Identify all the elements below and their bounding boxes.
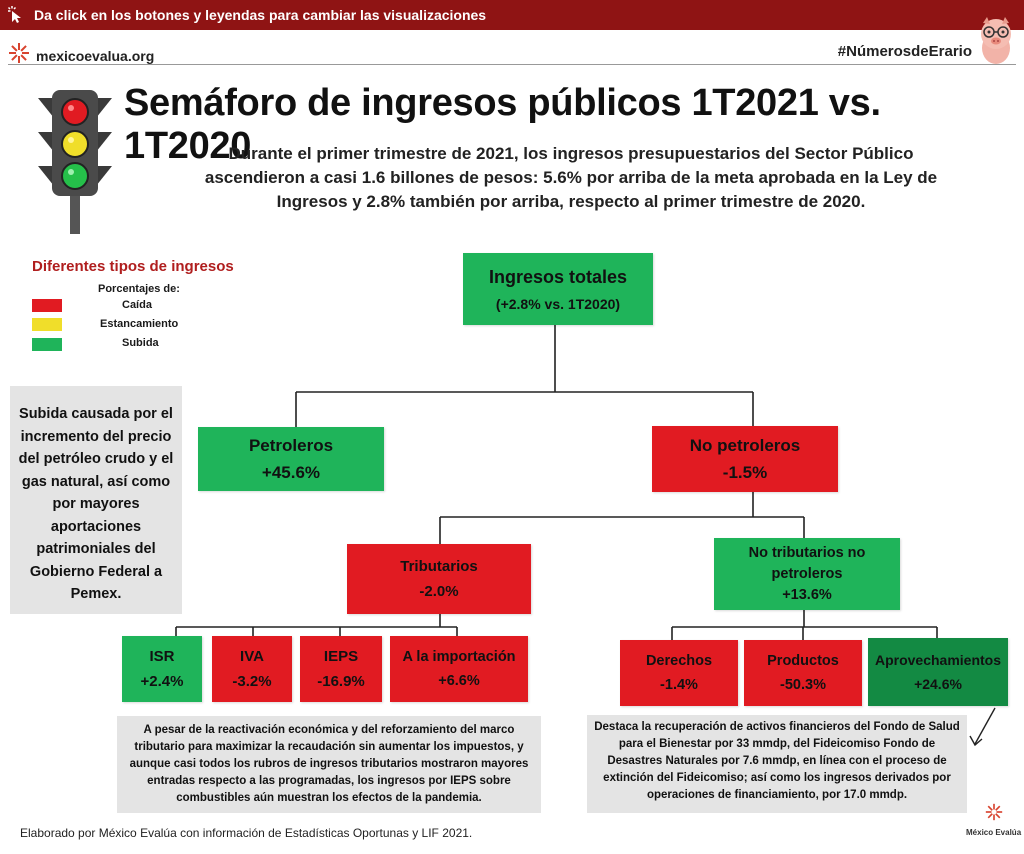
node-isr[interactable] (122, 636, 202, 702)
node-value: +6.6% (438, 673, 480, 689)
note-petroleros: Subida causada por el incremento del precio del petróleo crudo y el gas natural, así como por mayores aportaciones patrimoniales del Gobierno Federal a Pemex. (10, 386, 182, 614)
node-label: Aprovechamientos (874, 652, 1002, 668)
footer-logo (966, 803, 1021, 837)
node-value: -1.4% (660, 677, 698, 693)
node-label: Productos (767, 653, 839, 669)
node-ieps[interactable] (300, 636, 382, 702)
annotation-arrow (970, 708, 995, 745)
node-ingresos-totales[interactable] (463, 253, 653, 325)
node-label: No petroleros (689, 435, 801, 455)
node-label: ISR (149, 648, 175, 665)
node-importacion[interactable] (390, 636, 528, 702)
note-tributarios: A pesar de la reactivación económica y del reforzamiento del marco tributario para maximizar la recaudación sin aumentar los impuestos, y aunque casi todos los rubros de ingresos tributarios mostraron mayores entradas respecto a las programadas, los ingresos por IEPS sobre combustibles aún muestran los efectos de la pandemia. (117, 716, 541, 813)
node-label: No tributarios no petroleros (748, 544, 866, 582)
node-value: -3.2% (232, 673, 272, 690)
hashtag: #NúmerosdeErario (837, 43, 972, 60)
node-value: +13.6% (782, 586, 832, 603)
page-title: Semáforo de ingresos públicos 1T2021 vs. 1T2020 (124, 82, 881, 167)
legend-subtitle: Porcentajes de: (98, 283, 180, 295)
note-no-tributarios: Destaca la recuperación de activos financieros del Fondo de Salud para el Bienestar por 33 mmdp, del Fideicomiso Fondo de Desastres Naturales por 7.6 mmdp, en línea con el proceso de extinción del Fideicomiso; así como los ingresos derivados por operaciones de financiamiento, por 17.0 mmdp. (587, 715, 967, 813)
node-value: -1.5% (722, 462, 768, 482)
node-iva[interactable] (212, 636, 292, 702)
node-label: Tributarios (400, 558, 478, 575)
node-value: +45.6% (261, 462, 321, 482)
node-value: (+2.8% vs. 1T2020) (495, 295, 621, 312)
node-no-petroleros[interactable] (652, 426, 838, 492)
node-label: IEPS (323, 648, 359, 665)
node-derechos[interactable] (620, 640, 738, 706)
node-label: IVA (240, 648, 264, 665)
node-label: Petroleros (248, 435, 334, 455)
node-label: Derechos (645, 653, 713, 669)
node-petroleros[interactable] (198, 427, 384, 491)
node-label: Ingresos totales (488, 266, 628, 287)
node-value: -16.9% (317, 673, 365, 690)
node-value: +2.4% (140, 673, 184, 690)
page-subtitle: Durante el primer trimestre de 2021, los ingresos presupuestarios del Sector Público ascendieron a casi 1.6 billones de pesos: 5.6% por arriba de la meta aprobada en la Ley de Ingresos y 2.8% también por arriba, respecto al primer trimestre de 2020. (204, 144, 938, 211)
footer-credit: Elaborado por México Evalúa con información de Estadísticas Oportunas y LIF 2021. (20, 826, 473, 840)
node-tributarios[interactable] (347, 544, 531, 614)
legend-label-subida[interactable]: Subida (122, 337, 159, 349)
instruction-text: Da click en los botones y leyendas para cambiar las visualizaciones (34, 7, 487, 23)
legend-label-estancamiento[interactable]: Estancamiento (100, 318, 179, 330)
node-label: A la importación (402, 649, 516, 665)
node-no-tributarios[interactable] (714, 538, 900, 610)
legend-label-caida[interactable]: Caída (122, 299, 152, 311)
footer-logo-text: México Evalúa (966, 828, 1022, 837)
mexico-evalua-small-logo-icon (985, 803, 1003, 826)
legend-title: Diferentes tipos de ingresos (32, 258, 234, 275)
node-value: +24.6% (914, 676, 962, 692)
node-value: -50.3% (780, 677, 826, 693)
site-name[interactable]: mexicoevalua.org (36, 47, 155, 64)
node-value: -2.0% (419, 583, 459, 600)
node-productos[interactable] (744, 640, 862, 706)
node-aprovechamientos[interactable] (868, 638, 1008, 706)
